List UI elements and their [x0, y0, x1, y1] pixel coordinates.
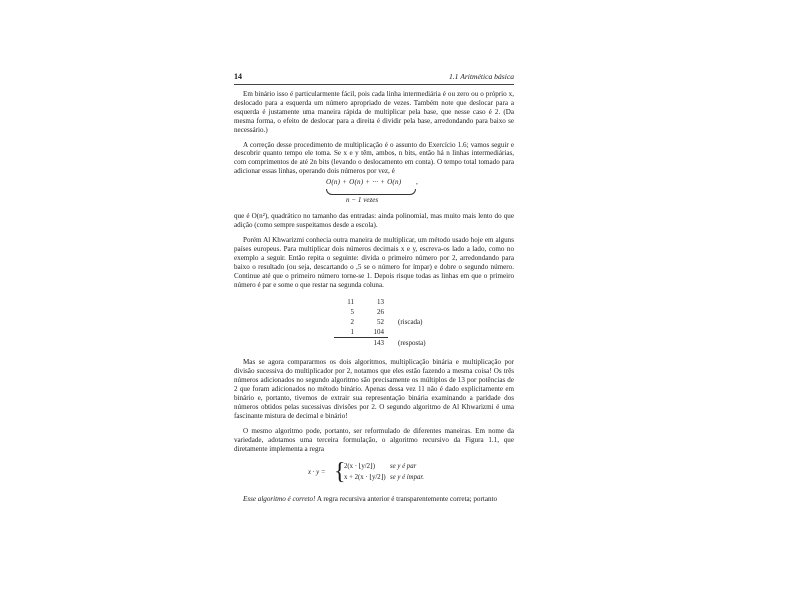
table-cell [334, 338, 358, 349]
table-row [334, 327, 430, 338]
table-note: (resposta) [398, 338, 426, 347]
equation-sum-comma: , [416, 178, 418, 187]
equation-recursive [234, 459, 514, 489]
table-note [388, 307, 430, 317]
table-row [334, 297, 430, 307]
table-cell: 13 [377, 297, 384, 306]
running-head: 1.1 Aritmética básica [448, 72, 514, 81]
table-note [388, 297, 430, 307]
page-header [234, 72, 514, 84]
equation-sum-terms: O(n) + O(n) + ··· + O(n) [326, 178, 402, 187]
header-rule [234, 84, 514, 85]
equation-lhs: x · y = [308, 469, 326, 477]
equation-sum [234, 178, 514, 208]
equation-case-even: 2(x · ⌊y/2⌋) [344, 463, 375, 471]
left-brace: { [334, 459, 346, 486]
paragraph-5: O mesmo algoritmo pode, portanto, ser reformulado de diferentes maneiras. Em nome da variedade, adotamos uma terceira formulação, o algoritmo recursivo da Figura 1.1, que diretamente implementa a regra [234, 426, 514, 453]
table-note [388, 327, 430, 338]
table-row [334, 317, 430, 327]
emphasis-text: Esse algoritmo é correto! [243, 495, 316, 504]
paragraph-2: A correção desse procedimento de multiplicação é o assunto do Exercício 1.6; vamos seguir e descobrir quanto tempo ele toma. Se x e y têm, ambos, n bits, então há n linhas intermediárias, com comprimentos de até 2n bits (levando o deslocamento em conta). O tempo total tomado para adicionar essas linhas, operando dois números por vez, é [234, 140, 514, 176]
equation-case-odd: x + 2(x · ⌊y/2⌋) [344, 474, 386, 482]
paragraph-after-equation: que é O(n²), quadrático no tamanho das entradas: ainda polinomial, mas muito mais lento do que adição (como sempre suspeitamos desde a escola). [234, 212, 514, 230]
table-note: (riscada) [398, 317, 423, 326]
multiplication-table [334, 297, 430, 348]
condition-even: se y é par [390, 463, 417, 471]
table-row [334, 307, 430, 317]
table-cell: 52 [377, 317, 384, 326]
table-cell: 5 [350, 307, 354, 316]
paragraph-4: Mas se agora compararmos os dois algoritmos, multiplicação binária e multiplicação por divisão sucessiva do multiplicador por 2, notamos que eles estão fazendo a mesma coisa! Os três números adicionados no segundo algoritmo são precisamente os múltiplos de 13 por potências de 2 que foram adicionados no método binário. Apenas dessa vez 11 não é dado explicitamente em binário e, portanto, tivemos de extrair sua representação binária examinando a paridade dos números obtidos pelas sucessivas divisões por 2. O segundo algoritmo de Al Khwarizmi é uma fascinante mistura de decimal e binário! [234, 358, 514, 420]
table-cell: 143 [373, 338, 384, 347]
paragraph-6-text: A regra recursiva anterior é transparentemente correta; portanto [315, 495, 498, 504]
equation-sum-count: n − 1 vezes [346, 196, 379, 205]
page-number: 14 [234, 72, 242, 81]
table-cell: 2 [350, 317, 354, 326]
underbrace [326, 189, 416, 195]
table-cell: 104 [358, 327, 388, 338]
page-body [234, 90, 514, 510]
paragraph-6 [234, 495, 514, 504]
table-cell: 26 [377, 307, 384, 316]
table-cell: 1 [334, 327, 358, 338]
paragraph-1: Em binário isso é particularmente fácil, pois cada linha intermediária é ou zero ou o próprio x, deslocado para a esquerda um número apropriado de vezes. Também note que deslocar para a esquerda é justamente uma maneira rápida de multiplicar pela base, que nesse caso é 2. (Da mesma forma, o efeito de deslocar para a direita é dividir pela base, arredondando para baixo se necessário.) [234, 90, 514, 134]
table-row [334, 338, 430, 349]
condition-odd: se y é ímpar. [390, 474, 424, 482]
table-cell: 11 [347, 297, 354, 306]
paragraph-3: Porém Al Khwarizmi conhecia outra maneira de multiplicar, um método usado hoje em alguns países europeus. Para multiplicar dois números decimais x e y, escreva-os lado a lado, como no exemplo a seguir. Então repita o seguinte: divida o primeiro número por 2, arredondando para baixo o resultado (ou seja, descartando o ,5 se o número for ímpar) e dobre o segundo número. Continue até que o primeiro número torne-se 1. Depois risque todas as linhas em que o primeiro número é par e some o que restar na segunda coluna. [234, 235, 514, 289]
